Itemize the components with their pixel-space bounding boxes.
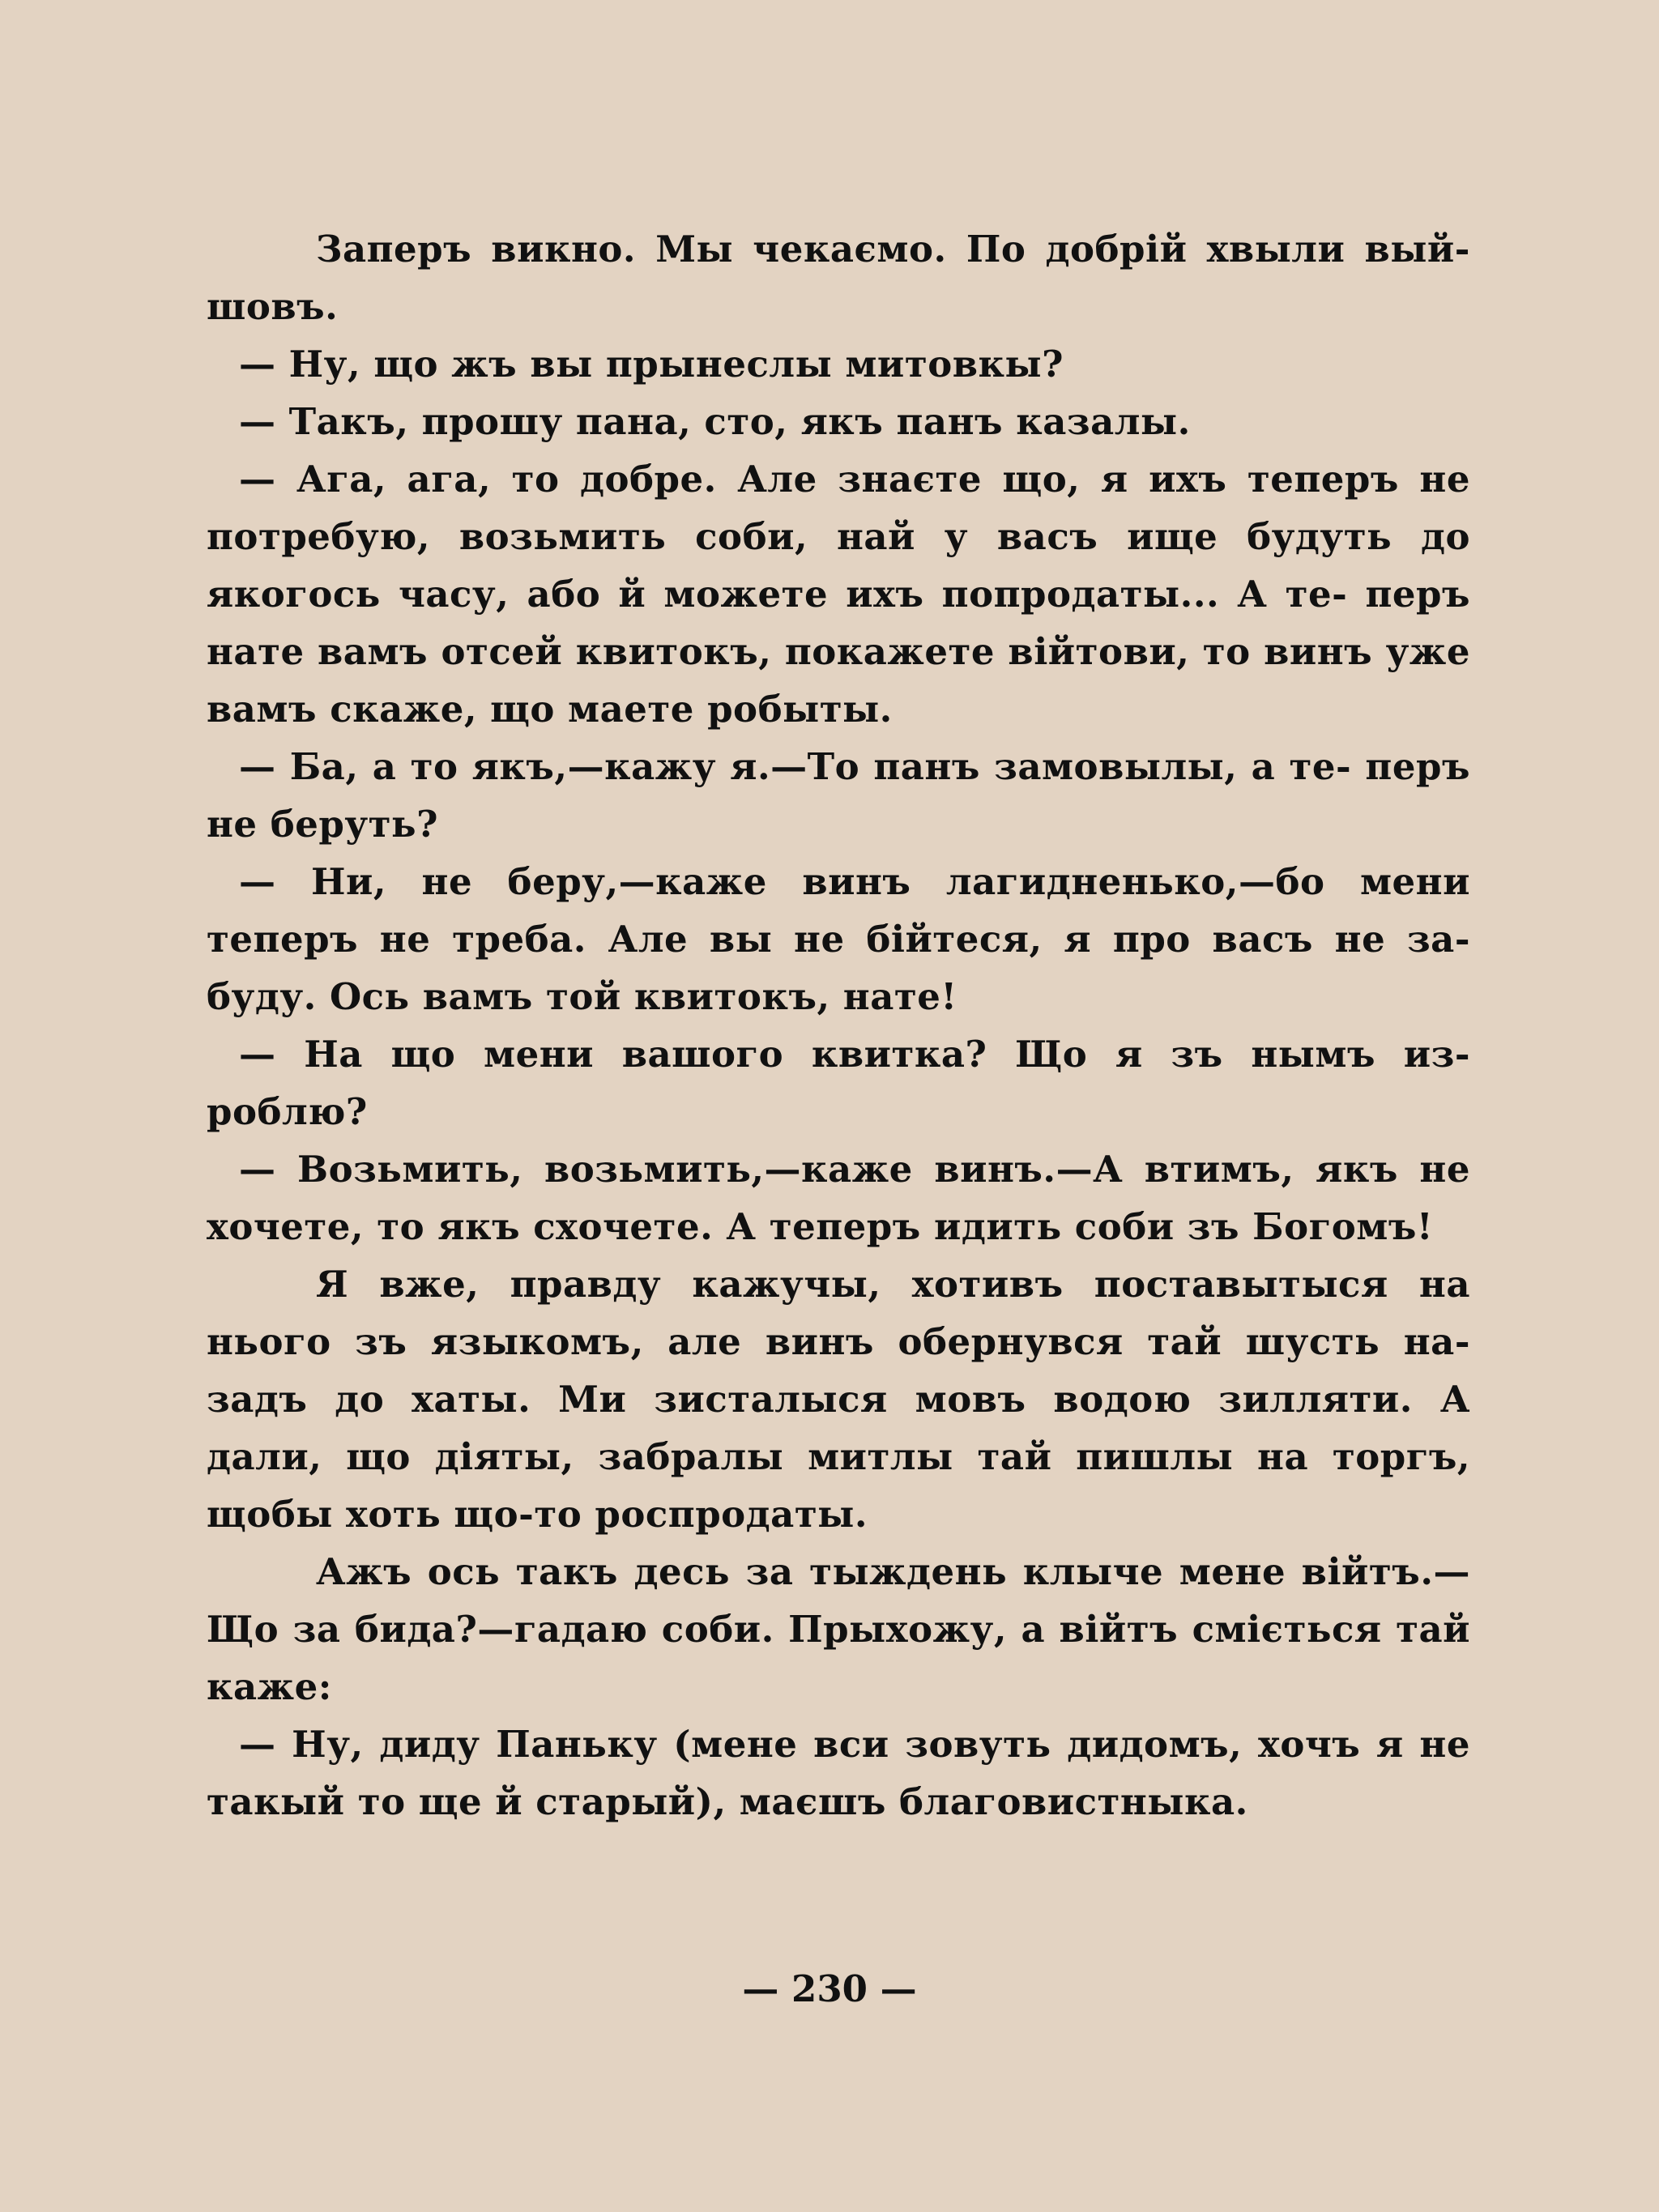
- paragraph: Я вже, правду кажучы, хотивъ поставытыся на нього зъ языкомъ, але винъ обернувся тай шусть на- задъ до хаты. Ми зисталыся мовъ водою зилляти. А дали, що діяты, забралы митлы тай пишлы на торгъ, щобы хоть що-то роспродаты.: [207, 1263, 1470, 1536]
- paragraph: — Возьмить, возьмить,—каже винъ.—А втимъ, якъ не хочете, то якъ схочете. А теперъ идить соби зъ Богомъ!: [207, 1148, 1470, 1248]
- paragraph: — Ни, не беру,—каже винъ лагидненько,—бо мени теперъ не треба. Але вы не бійтеся, я про васъ не за- буду. Ось вамъ той квитокъ, нате!: [207, 860, 1470, 1018]
- paragraph: — Такъ, прошу пана, сто, якъ панъ казалы.: [239, 400, 1191, 443]
- page-number: — 230 —: [742, 1967, 917, 2010]
- paragraph: — Ну, що жъ вы прынеслы митовкы?: [239, 343, 1064, 386]
- page-body-text: [207, 220, 1470, 1831]
- paragraph: — Ба, а то якъ,—кажу я.—То панъ замовылы, а те- перъ не беруть?: [207, 745, 1470, 846]
- paragraph: — Ну, диду Паньку (мене вси зовуть дидомъ, хочъ я не такый то ще й старый), маєшъ благовистныка.: [207, 1723, 1470, 1823]
- paragraph: Ажъ ось такъ десь за тыждень клыче мене війтъ.— Що за бида?—гадаю соби. Прыхожу, а війтъ сміється тай каже:: [207, 1550, 1470, 1708]
- paragraph: — Ага, ага, то добре. Але знаєте що, я ихъ теперъ не потребую, возьмить соби, най у васъ ище будуть до якогось часу, або й можете ихъ попродаты... А те- перъ нате вамъ отсей квитокъ, покажете війтови, то винъ уже вамъ скаже, що маете робыты.: [207, 458, 1470, 731]
- paragraph: Заперъ викно. Мы чекаємо. По добрій хвыли вый- шовъ.: [207, 228, 1470, 328]
- paragraph: — На що мени вашого квитка? Що я зъ нымъ из- роблю?: [207, 1033, 1470, 1133]
